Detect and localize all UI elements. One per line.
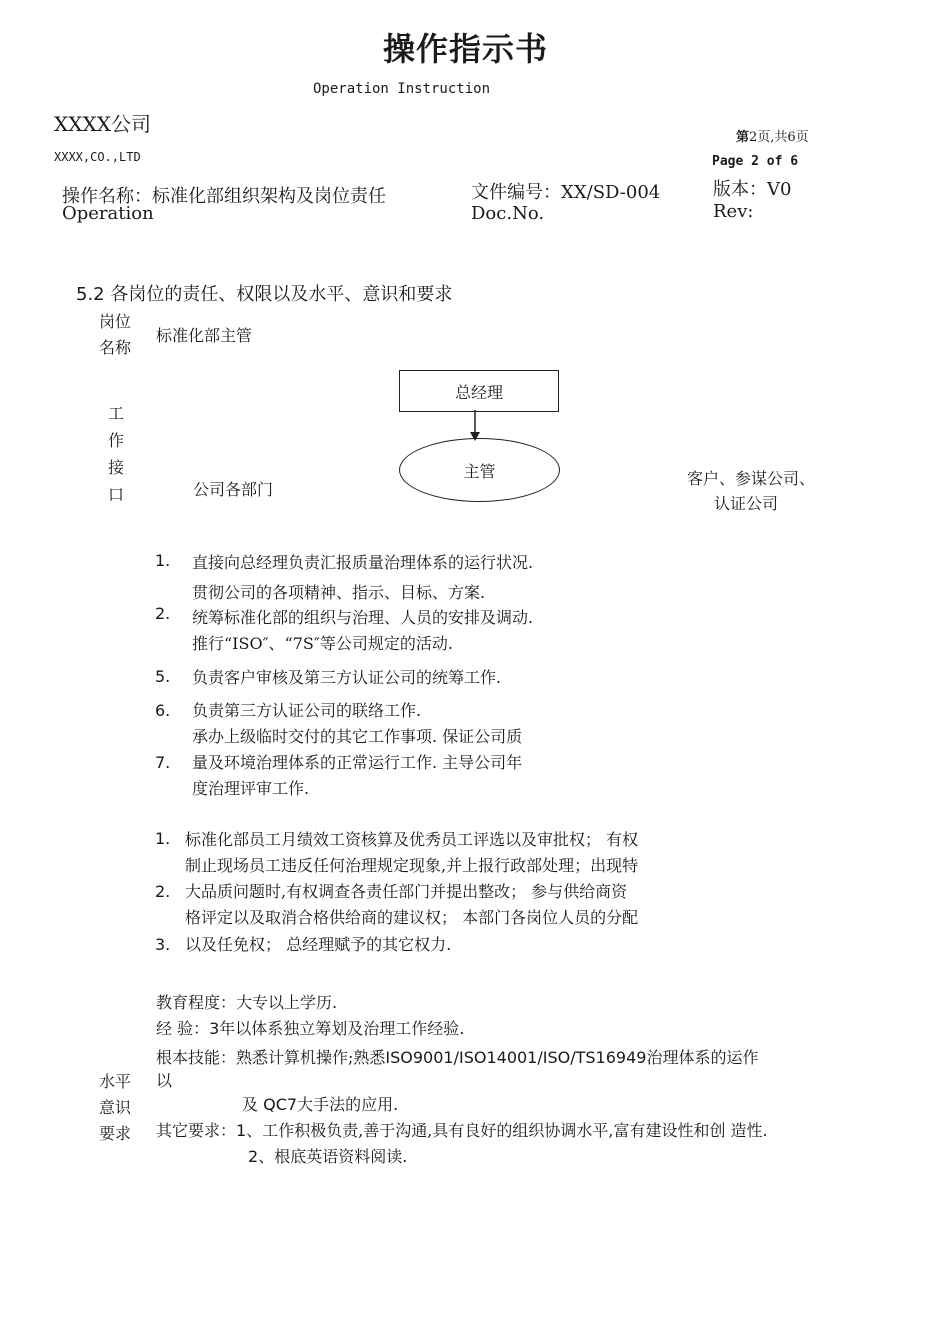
duty-line: 量及环境治理体系的正常运行工作. 主导公司年 [192, 753, 523, 772]
interface-right-line2: 认证公司 [714, 494, 779, 513]
authority-line: 以及任免权； 总经理赋予的其它权力. [185, 935, 452, 954]
duty-number: 2. [155, 604, 171, 623]
operation-name-en: Operation [62, 203, 154, 224]
authority-line: 标准化部员工月绩效工资核算及优秀员工评选以及审批权； 有权 [185, 830, 639, 849]
doc-number-en: Doc.No. [471, 203, 545, 224]
page-title: 操作指示书 [383, 30, 549, 68]
page-subtitle: Operation Instruction [313, 81, 491, 97]
page-number-cn: 第2页,共6页 [736, 130, 809, 145]
company-name-en: XXXX,CO.,LTD [54, 150, 141, 164]
other-requirement-1: 其它要求：1、工作积极负责,善于沟通,具有良好的组织协调水平,富有建设性和创 造性. [156, 1121, 768, 1140]
position-label: 岗位 名称 [99, 312, 132, 357]
duty-line: 贯彻公司的各项精神、指示、目标、方案. [192, 583, 486, 602]
duty-number: 7. [155, 753, 171, 772]
skills-requirement: 根本技能：熟悉计算机操作;熟悉ISO9001/ISO14001/ISO/TS16949治理体系的运作 [156, 1048, 759, 1067]
doc-number: 文件编号：XX/SD-004 [471, 182, 661, 203]
authority-number: 1. [155, 829, 171, 848]
section-heading: 5.2 各岗位的责任、权限以及水平、意识和要求 [76, 284, 453, 305]
duty-line: 推行“ISO″、“7S″等公司规定的活动. [192, 634, 453, 653]
duty-line: 直接向总经理负责汇报质量治理体系的运行状况. [192, 553, 534, 572]
org-ellipse-supervisor: 主管 [399, 438, 560, 502]
duty-number: 6. [155, 701, 171, 720]
experience-requirement: 经 验：3年以体系独立筹划及治理工作经验. [156, 1019, 465, 1038]
operation-name: 操作名称：标准化部组织架构及岗位责任 [62, 186, 386, 207]
interface-left: 公司各部门 [193, 480, 274, 499]
authority-line: 制止现场员工违反任何治理规定现象,并上报行政部处理；出现特 [185, 856, 639, 875]
other-requirement-2: 2、根底英语资料阅读. [248, 1147, 408, 1166]
revision-en: Rev: [713, 201, 754, 222]
position-value: 标准化部主管 [156, 326, 253, 345]
authority-number: 3. [155, 935, 171, 954]
duty-number: 1. [155, 551, 171, 570]
duty-line: 负责客户审核及第三方认证公司的统筹工作. [192, 668, 502, 687]
duty-line: 承办上级临时交付的其它工作事项. 保证公司质 [192, 727, 523, 746]
company-name-cn: XXXX公司 [54, 112, 151, 136]
interface-right-line1: 客户、参谋公司、 [687, 469, 816, 488]
education-requirement: 教育程度：大专以上学历. [156, 993, 338, 1012]
interface-label: 工 作 接 口 [108, 404, 125, 504]
org-box-general-manager: 总经理 [399, 370, 559, 412]
authority-line: 格评定以及取消合格供给商的建议权； 本部门各岗位人员的分配 [185, 908, 639, 927]
duty-line: 负责第三方认证公司的联络工作. [192, 701, 422, 720]
authority-number: 2. [155, 882, 171, 901]
duty-number: 5. [155, 667, 171, 686]
duty-line: 度治理评审工作. [192, 779, 310, 798]
authority-line: 大品质问题时,有权调查各责任部门并提出整改； 参与供给商资 [185, 882, 628, 901]
skills-requirement-line3: 及 QC7大手法的应用. [242, 1095, 399, 1114]
skills-requirement-line2: 以 [156, 1071, 173, 1090]
revision: 版本：V0 [713, 179, 792, 200]
requirements-label: 水平 意识 要求 [99, 1072, 132, 1143]
page-number-en: Page 2 of 6 [712, 154, 799, 169]
duty-line: 统筹标准化部的组织与治理、人员的安排及调动. [192, 608, 534, 627]
